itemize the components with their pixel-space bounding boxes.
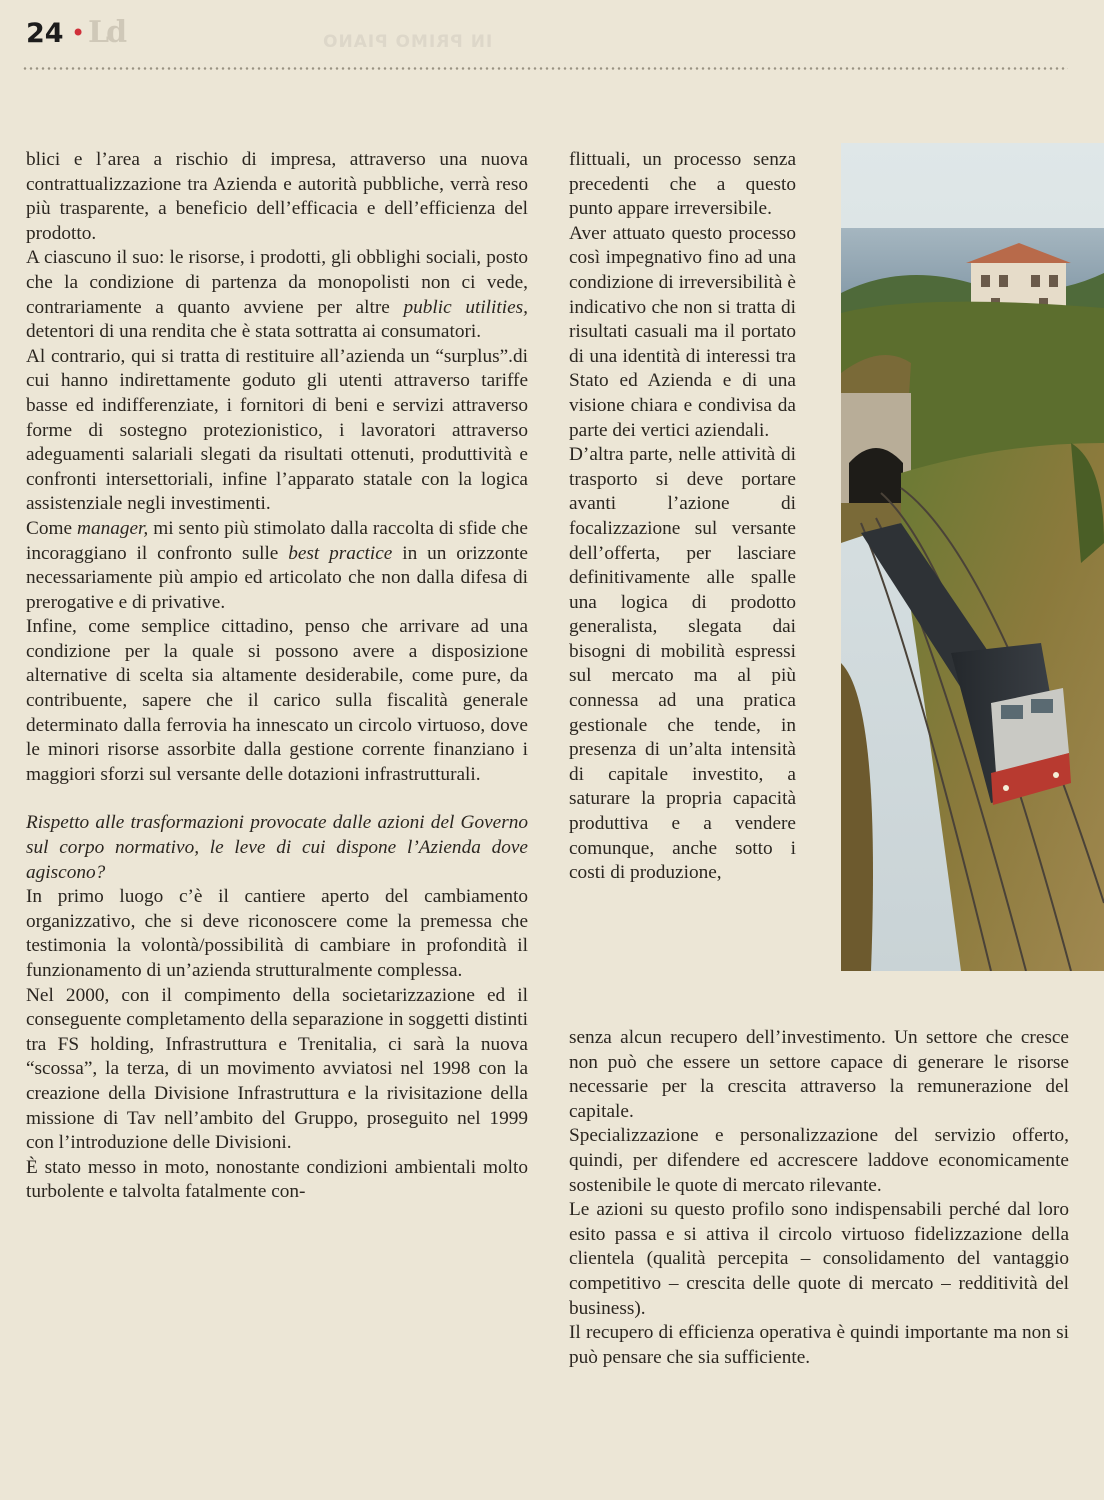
narrow-column [569, 148, 796, 886]
train-photo-illustration [841, 143, 1104, 971]
paragraph: blici e l’area a rischio di impresa, attraverso una nuova contrattualizzazione tra Azienda e autorità pubbliche, verrà reso più trasparente, a beneficio dell’efficacia e dell’efficienza del prodotto. [26, 149, 528, 244]
tunnel-portal [841, 393, 911, 503]
paragraph: A ciascuno il suo: le risorse, i prodotti, gli obblighi sociali, posto che la condizione di partenza da monopolisti non ci vede, contrariamente a quanto avviene per altre public utilities, detentori di una rendita che è stata sottratta ai consumatori. [26, 247, 528, 343]
section-label-showthrough: IN PRIMO PIANO [322, 32, 493, 52]
page-number: 24 [26, 18, 64, 49]
paragraph: Specializzazione e personalizzazione del servizio offerto, quindi, per difendere ed accrescere laddove economicamente sostenibile le quote di mercato rilevante. [569, 1125, 1069, 1196]
paragraph: Al contrario, qui si tratta di restituire all’azienda un “surplus”.di cui hanno indirettamente goduto gli utenti attraverso tariffe basse ed indifferenziate, i fornitori di beni e servizi attraverso forme di sostegno protezionistico, i lavoratori attraverso adeguamenti salariali slegati da risultati ottenuti, produttività e confronti intersettoriali, infine l’apparato statale con la logica assistenziale negli investimenti. [26, 345, 528, 515]
dotted-rule [22, 67, 1068, 70]
paragraph: Nel 2000, con il compimento della societarizzazione ed il conseguente completamento della separazione in soggetti distinti tra FS holding, Infrastruttura e Trenitalia, ci sarà la nuova “scossa”, la terza, di un movimento avviatosi nel 1998 con la creazione della Divisione Infrastruttura e la rivisitazione della missione di Tav nell’ambito del Gruppo, proseguito nel 1999 con l’introduzione delle Divisioni. [26, 984, 528, 1154]
paragraph: flittuali, un processo senza precedenti che a questo punto appare irreversibile. [569, 149, 796, 220]
paragraph: Il recupero di efficienza operativa è quindi importante ma non si può pensare che sia sufficiente. [569, 1322, 1069, 1368]
page-header [26, 14, 1076, 54]
paragraph: Aver attuato questo processo così impegnativo fino ad una condizione di irreversibilità è indicativo che non si tratta di risultati casuali ma il portato di una identità di interessi tra Stato ed Azienda e di una visione chiara e condivisa da parte dei vertici aziendali. [569, 222, 796, 441]
train-photo [841, 143, 1104, 971]
paragraph: D’altra parte, nelle attività di trasporto si deve portare avanti l’azione di focalizzazione sul versante dell’offerta, per lasciare definitivamente alle spalle una logica di prodotto generalista, slegata dai bisogni di mobilità espressi sul mercato ma al più connessa ad una pratica gestionale che tende, in presenza di un’alta intensità di capitale investito, a saturare la propria capacità produttiva e a vendere comunque, anche sotto i costi di produzione, [569, 444, 796, 884]
left-column [26, 148, 528, 1205]
right-column [569, 1026, 1069, 1370]
paragraph: senza alcun recupero dell’investimento. Un settore che cresce non può che essere un settore capace di generare le risorse necessarie per la crescita attraverso la remunerazione del capitale. [569, 1027, 1069, 1122]
paragraph: Infine, come semplice cittadino, penso che arrivare ad una condizione per la quale si possono avere a disposizione alternative di scelta sia altamente desiderabile, come pure, da contribuente, sapere che il carico sulla fiscalità generale determinato dalla ferrovia ha innescato un circolo virtuoso, dove le minori risorse assorbite dalla gestione corrente finanziano i maggiori sforzi sul versante delle dotazioni infrastrutturali. [26, 616, 528, 785]
paragraph: È stato messo in moto, nonostante condizioni ambientali molto turbolente e talvolta fatalmente con- [26, 1156, 528, 1203]
paragraph: Come manager, mi sento più stimolato dalla raccolta di sfide che incoraggiano il confronto sulle best practice in un orizzonte necessariamente più ampio ed articolato che non dalla difesa di prerogative e di privative. [26, 517, 528, 613]
magazine-logo: Ld [88, 15, 125, 50]
header-bullet: • [71, 19, 86, 47]
paragraph: Le azioni su questo profilo sono indispensabili perché dal loro esito passa e si attiva il circolo virtuoso fidelizzazione della clientela (qualità percepita – consolidamento del vantaggio competitivo – crescita delle quote di mercato – redditività del business). [569, 1199, 1069, 1319]
interview-question: Rispetto alle trasformazioni provocate dalle azioni del Governo sul corpo normativo, le leve di cui dispone l’Azienda dove agiscono? [26, 812, 528, 883]
paragraph: In primo luogo c’è il cantiere aperto del cambiamento organizzativo, che si deve riconoscere come la premessa che testimonia la volontà/possibilità di cambiare in profondità il funzionamento di un’azienda strutturalmente complessa. [26, 886, 528, 981]
